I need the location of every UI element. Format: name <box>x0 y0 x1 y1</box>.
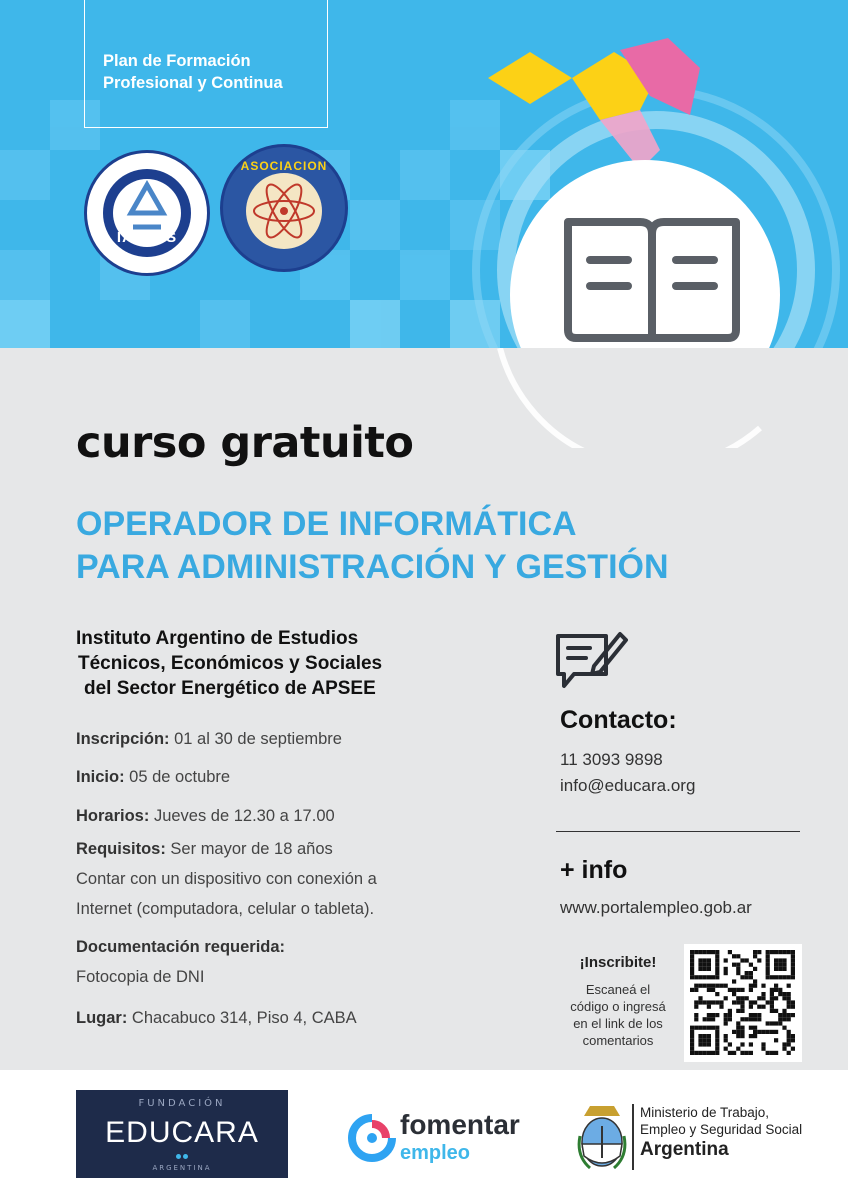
signup-text-3: en el link de los <box>573 1016 663 1031</box>
inscripcion-value: 01 al 30 de septiembre <box>169 730 342 748</box>
signup-block <box>560 954 676 1049</box>
iaetes-emblem <box>87 153 207 273</box>
book-icon <box>560 212 760 348</box>
asociacion-logo <box>220 144 348 272</box>
detail-documentacion <box>76 936 285 988</box>
educara-logo <box>76 1090 288 1178</box>
documentacion-label: Documentación requerida: <box>76 938 286 956</box>
documentacion-value: Fotocopia de DNI <box>76 968 205 986</box>
header-banner <box>0 0 848 348</box>
course-tag: curso gratuito <box>76 418 414 468</box>
atom-icon <box>223 147 345 269</box>
requisitos-extra-2: Internet (computadora, celular o tableta). <box>76 900 375 918</box>
ministry-text <box>640 1104 802 1162</box>
requisitos-extra-1: Contar con un dispositivo con conexión a <box>76 870 377 888</box>
educara-dot-2 <box>183 1154 188 1159</box>
inicio-value: 05 de octubre <box>124 768 231 786</box>
ministry-line-1: Ministerio de Trabajo, <box>640 1105 770 1120</box>
signup-text-2: código o ingresá <box>570 999 666 1014</box>
institute-line-3: del Sector Energético de APSEE <box>84 678 376 699</box>
fomentar-main: fomentar <box>400 1109 520 1140</box>
signup-heading: ¡Inscribite! <box>579 954 657 971</box>
detail-lugar <box>76 1007 357 1029</box>
institute-line-2: Técnicos, Económicos y Sociales <box>78 653 383 674</box>
asociacion-text: ASOCIACION <box>240 159 328 173</box>
website-link[interactable]: www.portalempleo.gob.ar <box>560 898 752 917</box>
educara-main: EDUCARA <box>105 1116 259 1149</box>
lugar-value: Chacabuco 314, Piso 4, CABA <box>127 1009 357 1027</box>
plan-line-2: Profesional y Continua <box>103 74 283 92</box>
detail-inicio <box>76 766 230 788</box>
fomentar-icon <box>348 1114 396 1162</box>
institute-line-1: Instituto Argentino de Estudios <box>76 628 359 649</box>
fomentar-sub: empleo <box>400 1142 471 1164</box>
ministry-line-2: Empleo y Seguridad Social <box>640 1122 803 1137</box>
course-title <box>76 503 669 589</box>
requisitos-value: Ser mayor de 18 años <box>165 840 333 858</box>
ministry-divider <box>632 1104 634 1170</box>
ministry-line-3: Argentina <box>640 1139 729 1160</box>
detail-horarios <box>76 805 335 827</box>
iaetes-text: IAETES <box>116 229 178 246</box>
educara-dot-1 <box>176 1154 181 1159</box>
contact-divider <box>556 831 800 832</box>
course-title-line-2: PARA ADMINISTRACIÓN Y GESTIÓN <box>76 548 669 586</box>
detail-inscripcion <box>76 728 342 750</box>
qr-code[interactable] <box>684 944 802 1062</box>
contact-heading: Contacto: <box>560 706 677 734</box>
requisitos-label: Requisitos: <box>76 840 166 858</box>
contact-phone[interactable]: 11 3093 9898 <box>560 750 663 769</box>
plan-box <box>84 0 328 128</box>
chat-pencil-icon <box>550 628 630 698</box>
more-info-heading: + info <box>560 856 628 884</box>
horarios-value: Jueves de 12.30 a 17.00 <box>149 807 335 825</box>
inicio-label: Inicio: <box>76 768 125 786</box>
institute-name <box>76 626 382 701</box>
argentina-shield-icon <box>574 1096 630 1176</box>
contact-email[interactable]: info@educara.org <box>560 776 696 795</box>
signup-text-1: Escaneá el <box>585 982 651 997</box>
horarios-label: Horarios: <box>76 807 150 825</box>
inscripcion-label: Inscripción: <box>76 730 170 748</box>
lugar-label: Lugar: <box>76 1009 128 1027</box>
iaetes-logo <box>84 150 210 276</box>
signup-text-4: comentarios <box>582 1033 654 1048</box>
course-title-line-1: OPERADOR DE INFORMÁTICA <box>76 505 577 543</box>
qr-code-icon <box>684 944 802 1062</box>
educara-top: FUNDACIÓN <box>138 1098 226 1109</box>
educara-bottom: ARGENTINA <box>152 1164 212 1172</box>
detail-requisitos <box>76 838 377 920</box>
plan-line-1: Plan de Formación <box>103 52 251 70</box>
